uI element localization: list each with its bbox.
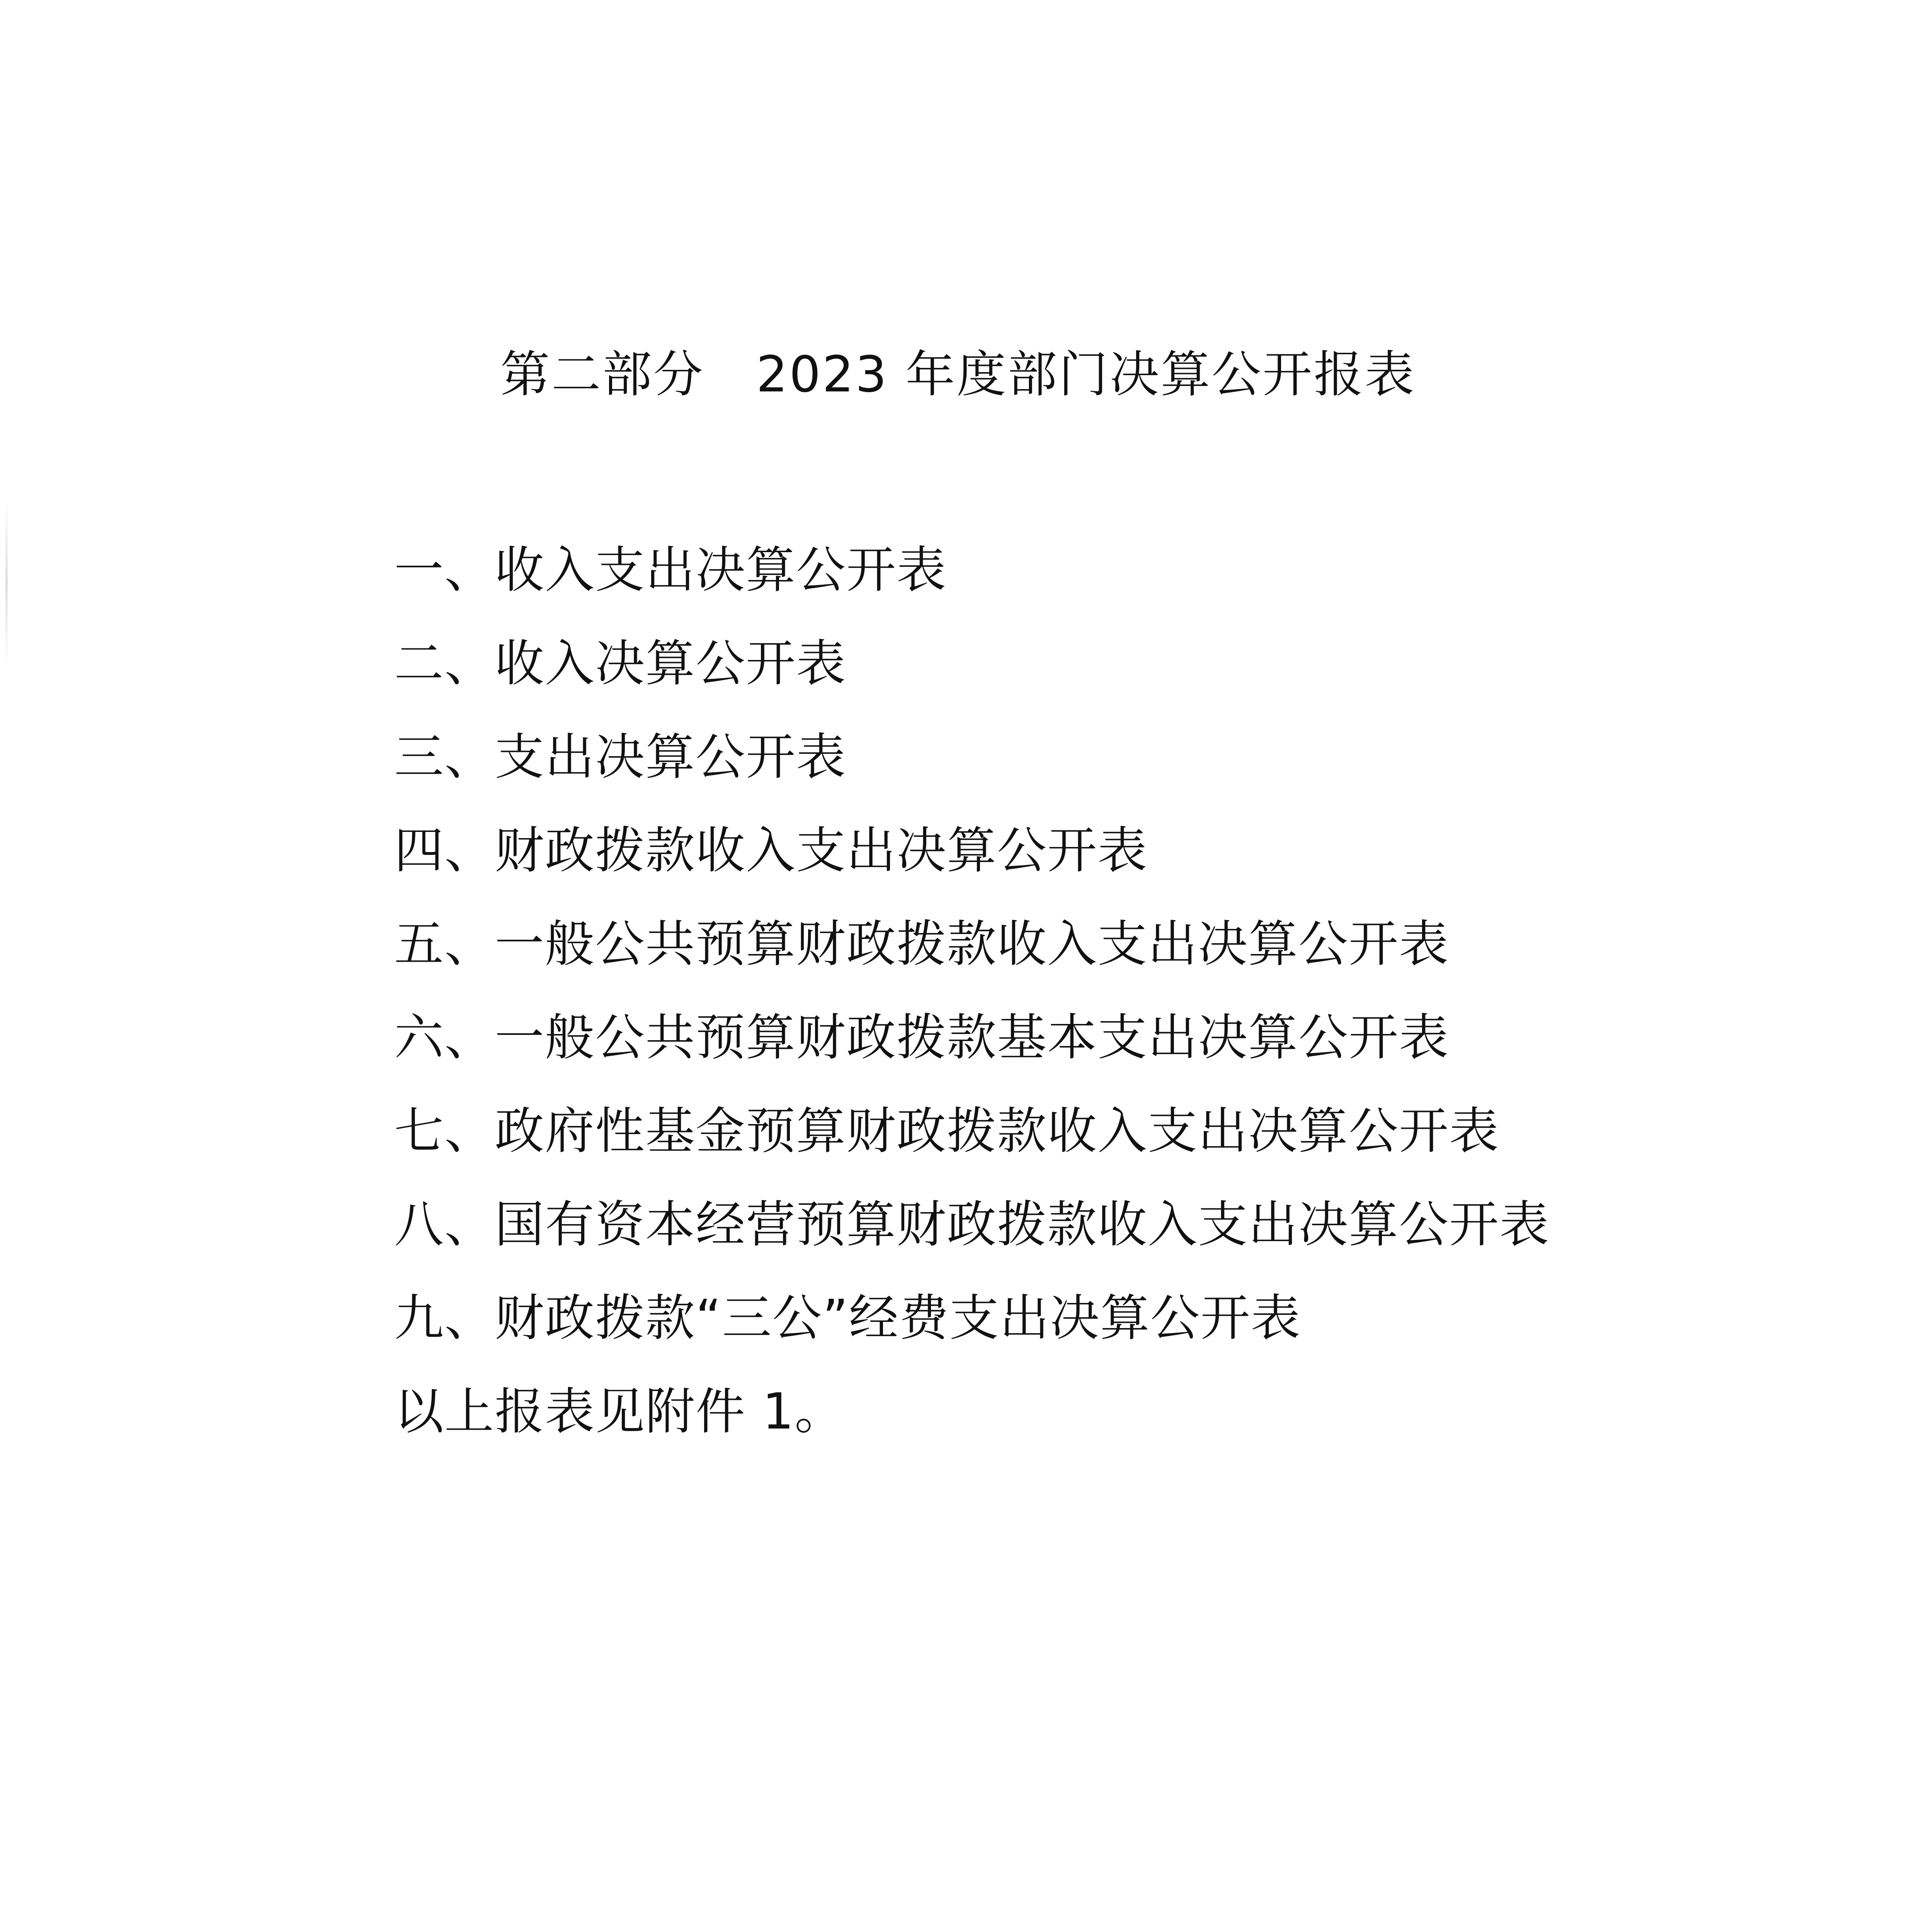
list-item: 六、一般公共预算财政拨款基本支出决算公开表 bbox=[394, 1009, 1450, 1066]
page-title: 第二部分 2023 年度部门决算公开报表 bbox=[500, 346, 1416, 403]
report-list bbox=[394, 524, 1550, 1459]
list-item: 九、财政拨款“三公”经费支出决算公开表 bbox=[394, 1289, 1301, 1347]
attachment-note: 以上报表见附件 1。 bbox=[394, 1383, 845, 1440]
scan-edge-artifact bbox=[5, 502, 8, 665]
list-item: 二、收入决算公开表 bbox=[394, 635, 847, 692]
list-item: 三、支出决算公开表 bbox=[394, 728, 847, 786]
list-item: 四、财政拨款收入支出决算公开表 bbox=[394, 822, 1148, 879]
list-item: 一、收入支出决算公开表 bbox=[394, 541, 947, 599]
list-item: 八、国有资本经营预算财政拨款收入支出决算公开表 bbox=[394, 1196, 1550, 1253]
list-item: 七、政府性基金预算财政拨款收入支出决算公开表 bbox=[394, 1102, 1500, 1160]
list-item: 五、一般公共预算财政拨款收入支出决算公开表 bbox=[394, 915, 1450, 973]
